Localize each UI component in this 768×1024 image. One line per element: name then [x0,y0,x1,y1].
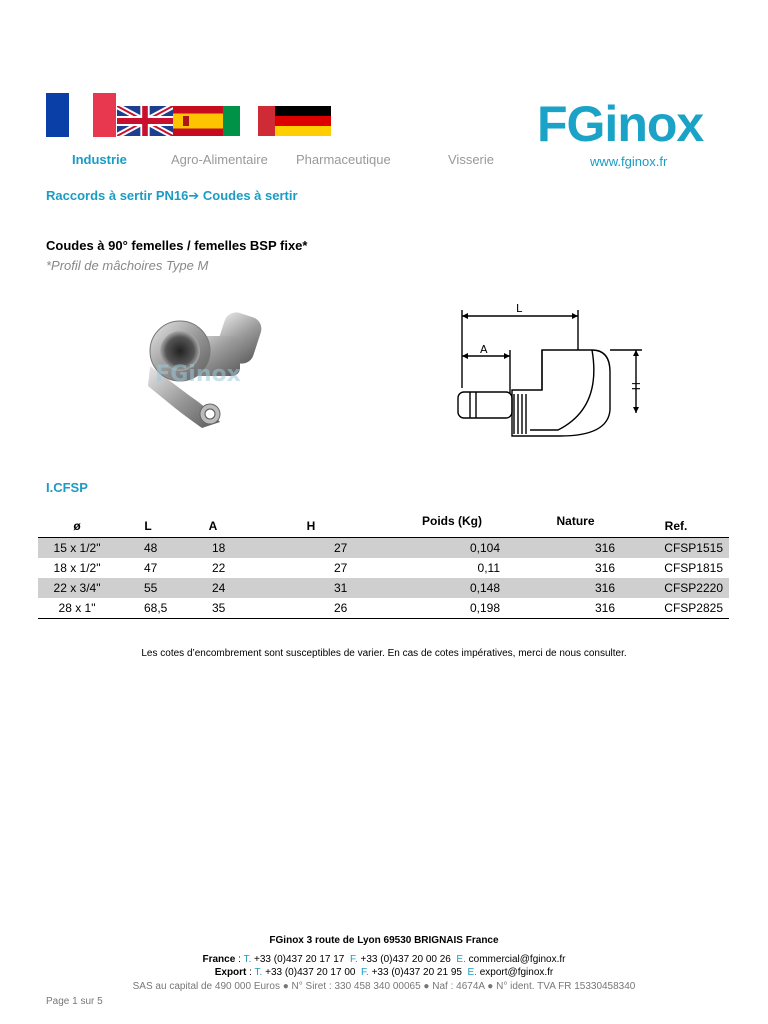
nav-item-agro-alimentaire[interactable]: Agro-Alimentaire [171,152,268,167]
section-title: I.CFSP [46,480,88,495]
column-header: Poids (Kg) [376,508,528,538]
product-photo [130,296,280,431]
table-cell: 316 [528,538,623,559]
dimension-h-label: H [629,382,642,391]
table-cell: 316 [528,578,623,598]
table-cell: 18 x 1/2" [53,561,101,575]
table-cell: 28 x 1" [38,598,116,619]
column-header: H [246,508,376,538]
table-cell: CFSP1815 [664,561,723,575]
table-cell: 35 [180,598,246,619]
flag-italy-icon[interactable] [223,106,275,136]
column-header: A [180,508,246,538]
table-row [38,538,729,559]
product-table [38,508,729,619]
france-phone[interactable]: +33 (0)437 20 17 17 [254,954,345,965]
nav-item-industrie[interactable]: Industrie [72,152,127,167]
column-header: ø [38,508,116,538]
export-email[interactable]: export@fginox.fr [479,967,554,978]
flag-uk-icon[interactable] [117,106,173,136]
france-fax: +33 (0)437 20 00 26 [360,954,451,965]
dimension-l-label: L [516,302,523,315]
breadcrumb [46,188,298,204]
footer-address: FGinox 3 route de Lyon 69530 BRIGNAIS France [269,935,499,946]
table-cell: 15 x 1/2" [38,538,116,559]
nav-item-pharmaceutique[interactable]: Pharmaceutique [296,152,391,167]
france-label: France [202,954,236,965]
export-phone[interactable]: +33 (0)437 20 17 00 [265,967,356,978]
table-cell: 55 [116,578,180,598]
company-logo: FGinox [537,96,704,152]
table-row [38,558,729,578]
table-cell: CFSP2220 [623,578,729,598]
table-cell: 316 [594,561,615,575]
watermark-text: FGinox [155,362,241,387]
table-cell: 68,5 [116,598,180,619]
disclaimer-note: Les cotes d’encombrement sont susceptibles de varier. En cas de cotes impératives, merci de nous consulter. [141,648,627,659]
column-header: L [116,508,180,538]
flag-france-icon[interactable] [46,93,116,137]
export-label: Export [214,967,247,978]
table-cell: 48 [116,538,180,559]
table-cell: 31 [246,578,376,598]
table-cell: 47 [144,561,158,575]
page-number: Page 1 sur 5 [46,996,103,1007]
france-email[interactable]: commercial@fginox.fr [468,954,566,965]
table-cell: 0,104 [376,538,528,559]
dimension-a-label: A [480,343,488,356]
table-cell: 22 [212,561,226,575]
flag-germany-icon[interactable] [275,106,331,136]
table-cell: 0,11 [477,561,500,575]
footer-france-contacts: France : T. +33 (0)437 20 17 17 F. +33 (0)437 20 00 26 E. commercial@fginox.fr [202,954,566,965]
breadcrumb-parent[interactable]: Raccords à sertir PN16 [46,188,189,203]
table-row [38,578,729,598]
table-cell: 22 x 3/4" [38,578,116,598]
product-subtitle: *Profil de mâchoires Type M [46,258,209,273]
table-cell: 0,198 [376,598,528,619]
footer-export-contacts: Export : T. +33 (0)437 20 17 00 F. +33 (0)437 20 21 95 E. export@fginox.fr [214,967,554,978]
table-cell: 0,148 [376,578,528,598]
table-cell: 27 [334,561,348,575]
column-header: Ref. [623,508,729,538]
website-link[interactable]: www.fginox.fr [590,154,668,169]
technical-drawing [430,298,645,443]
product-title: Coudes à 90° femelles / femelles BSP fixe* [46,238,308,253]
table-header-row [38,508,729,538]
nav-item-visserie[interactable]: Visserie [448,152,495,167]
table-cell: 18 [180,538,246,559]
footer-legal: SAS au capital de 490 000 Euros ● N° Siret : 330 458 340 00065 ● Naf : 4674A ● N° ident. TVA FR 15330458340 [132,981,636,992]
arrow-right-icon: ➔ [188,188,200,203]
column-header: Nature [528,508,623,538]
flag-spain-icon[interactable] [173,106,223,136]
table-cell: CFSP2825 [623,598,729,619]
breadcrumb-current[interactable]: Coudes à sertir [202,188,298,203]
table-cell: 27 [246,538,376,559]
table-cell: 316 [528,598,623,619]
export-fax: +33 (0)437 20 21 95 [371,967,462,978]
table-cell: CFSP1515 [623,538,729,559]
table-cell: 26 [246,598,376,619]
table-cell: 24 [180,578,246,598]
table-row [38,598,729,619]
